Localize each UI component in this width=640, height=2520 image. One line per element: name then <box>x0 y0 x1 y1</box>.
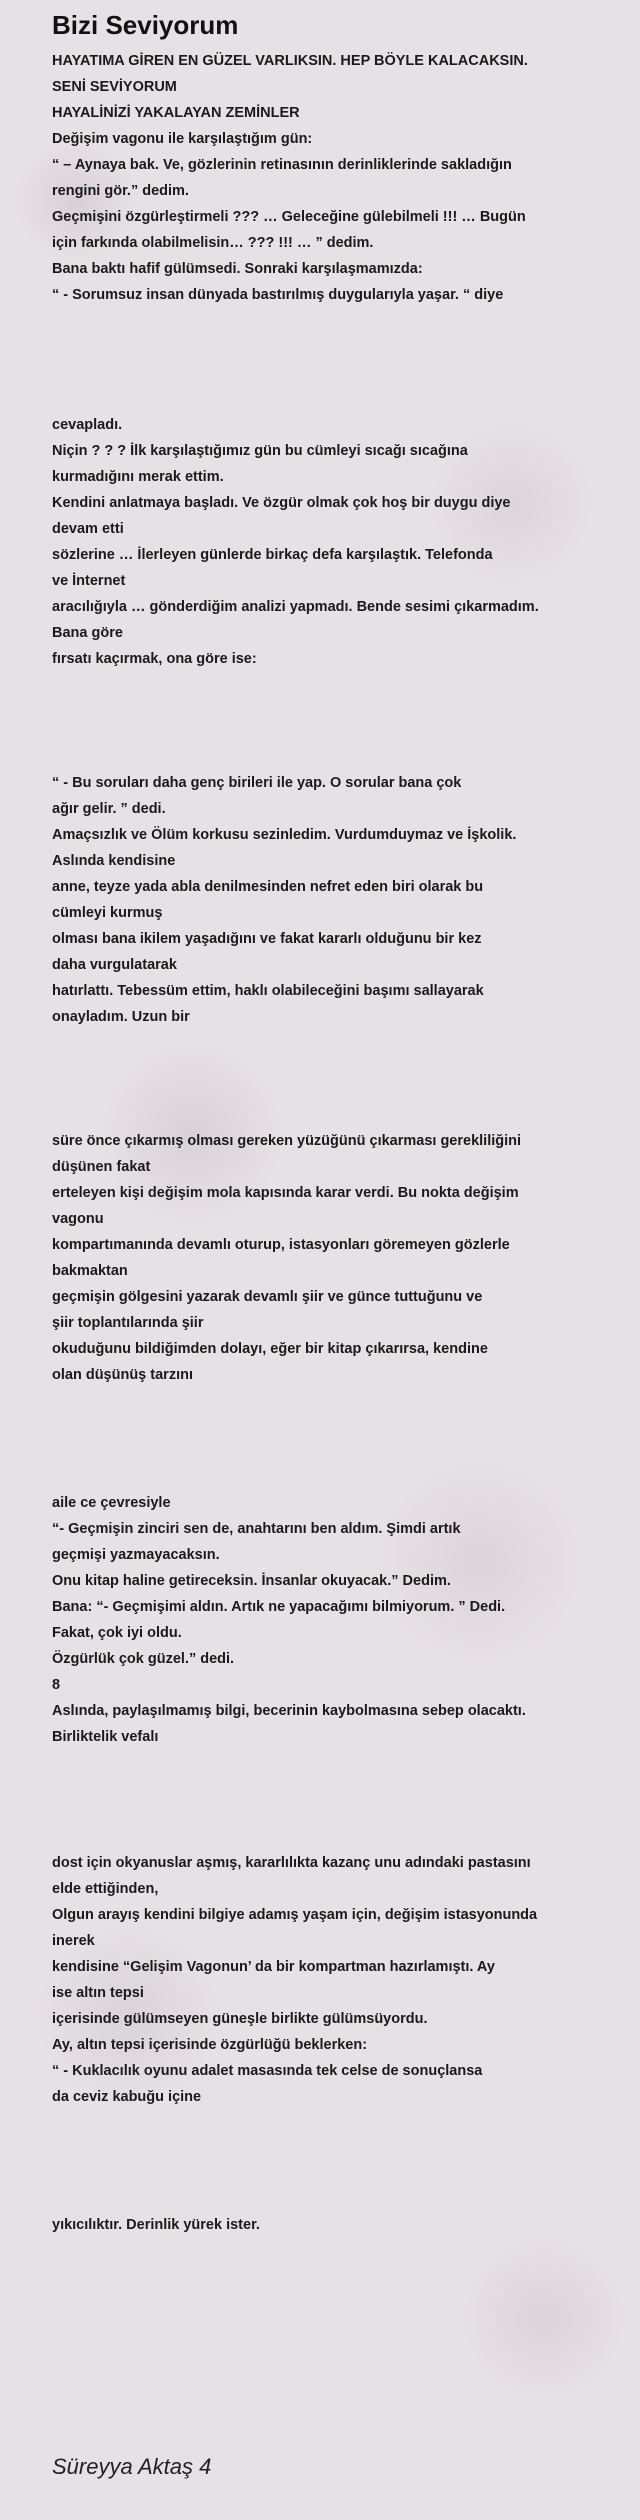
text-line: Bana göre <box>52 625 123 641</box>
text-line: kendisine “Gelişim Vagonun’ da bir kompartman hazırlamıştı. Ay <box>52 1959 495 1975</box>
text-line: sözlerine … İlerleyen günlerde birkaç defa karşılaştık. Telefonda <box>52 547 493 563</box>
text-line: içerisinde gülümseyen güneşle birlikte gülümsüyordu. <box>52 2011 428 2027</box>
text-line: Amaçsızlık ve Ölüm korkusu sezinledim. Vurdumduymaz ve İşkolik. <box>52 827 517 843</box>
text-block-5 <box>52 1490 600 1750</box>
text-block-4 <box>52 1128 600 1388</box>
text-line: Aslında, paylaşılmamış bilgi, becerinin kaybolmasına sebep olacaktı. <box>52 1703 526 1719</box>
text-line: dost için okyanuslar aşmış, kararlılıkta kazanç unu adındaki pastasını <box>52 1855 531 1871</box>
text-line: Ay, altın tepsi içerisinde özgürlüğü beklerken: <box>52 2037 368 2053</box>
text-line: şiir toplantılarında şiir <box>52 1315 204 1331</box>
text-line: rengini gör.” dedim. <box>52 183 189 199</box>
text-line: “- Geçmişin zinciri sen de, anahtarını ben aldım. Şimdi artık <box>52 1521 461 1537</box>
text-line: Kendini anlatmaya başladı. Ve özgür olmak çok hoş bir duygu diye <box>52 495 511 511</box>
text-line: okuduğunu bildiğimden dolayı, eğer bir kitap çıkarırsa, kendine <box>52 1341 488 1357</box>
text-block-3 <box>52 770 600 1030</box>
text-line: Onu kitap haline getireceksin. İnsanlar okuyacak.” Dedim. <box>52 1573 451 1589</box>
text-block-6 <box>52 1850 600 2110</box>
text-line: Aslında kendisine <box>52 853 176 869</box>
text-line: 8 <box>52 1677 61 1693</box>
text-line: Birliktelik vefalı <box>52 1729 159 1745</box>
text-line: ise altın tepsi <box>52 1985 144 2001</box>
text-line: yıkıcılıktır. Derinlik yürek ister. <box>52 2217 260 2233</box>
page-title: Bizi Seviyorum <box>52 10 239 40</box>
text-line: kompartımanında devamlı oturup, istasyonları göremeyen gözlerle <box>52 1237 510 1253</box>
text-line: Niçin ? ? ? İlk karşılaştığımız gün bu cümleyi sıcağı sıcağına <box>52 443 468 459</box>
text-line: “ - Kuklacılık oyunu adalet masasında tek celse de sonuçlansa <box>52 2063 483 2079</box>
text-line: kurmadığını merak ettim. <box>52 469 224 485</box>
text-line: HAYALİNİZİ YAKALAYAN ZEMİNLER <box>52 105 300 121</box>
text-line: cümleyi kurmuş <box>52 905 163 921</box>
text-line: Olgun arayış kendini bilgiye adamış yaşam için, değişim istasyonunda <box>52 1907 538 1923</box>
author-signature: Süreyya Aktaş 4 <box>52 2454 212 2479</box>
text-line: ve İnternet <box>52 573 126 589</box>
text-line: bakmaktan <box>52 1263 128 1279</box>
text-line: daha vurgulatarak <box>52 957 177 973</box>
text-line: hatırlattı. Tebessüm ettim, haklı olabileceğini başımı sallayarak <box>52 983 484 999</box>
text-block-1 <box>52 48 600 308</box>
text-line: erteleyen kişi değişim mola kapısında karar verdi. Bu nokta değişim <box>52 1185 519 1201</box>
text-line: için farkında olabilmelisin… ??? !!! … ” dedim. <box>52 235 374 251</box>
text-line: Değişim vagonu ile karşılaştığım gün: <box>52 131 313 147</box>
text-line: düşünen fakat <box>52 1159 151 1175</box>
text-block-7 <box>52 2212 600 2238</box>
text-line: elde ettiğinden, <box>52 1881 159 1897</box>
text-line: anne, teyze yada abla denilmesinden nefret eden biri olarak bu <box>52 879 484 895</box>
text-line: aile ce çevresiyle <box>52 1495 171 1511</box>
text-line: onayladım. Uzun bir <box>52 1009 190 1025</box>
text-line: Fakat, çok iyi oldu. <box>52 1625 182 1641</box>
text-line: HAYATIMA GİREN EN GÜZEL VARLIKSIN. HEP BÖYLE KALACAKSIN. <box>52 53 528 69</box>
text-line: SENİ SEVİYORUM <box>52 79 177 95</box>
text-line: da ceviz kabuğu içine <box>52 2089 202 2105</box>
text-line: süre önce çıkarmış olması gereken yüzüğünü çıkarması gerekliliğini <box>52 1133 522 1149</box>
text-line: olması bana ikilem yaşadığını ve fakat kararlı olduğunu bir kez <box>52 931 482 947</box>
text-line: geçmişin gölgesini yazarak devamlı şiir ve günce tuttuğunu ve <box>52 1289 483 1305</box>
text-line: ağır gelir. ” dedi. <box>52 801 166 817</box>
text-line: fırsatı kaçırmak, ona göre ise: <box>52 651 257 667</box>
text-line: Bana baktı hafif gülümsedi. Sonraki karşılaşmamızda: <box>52 261 423 277</box>
text-line: Özgürlük çok güzel.” dedi. <box>52 1651 235 1667</box>
text-line: “ - Sorumsuz insan dünyada bastırılmış duygularıyla yaşar. “ diye <box>52 287 504 303</box>
text-line: inerek <box>52 1933 95 1949</box>
text-line: vagonu <box>52 1211 104 1227</box>
text-line: “ – Aynaya bak. Ve, gözlerinin retinasının derinliklerinde sakladığın <box>52 157 512 173</box>
text-line: devam etti <box>52 521 124 537</box>
text-line: Bana: “- Geçmişimi aldın. Artık ne yapacağımı bilmiyorum. ” Dedi. <box>52 1599 506 1615</box>
text-line: Geçmişini özgürleştirmeli ??? … Geleceğine gülebilmeli !!! … Bugün <box>52 209 526 225</box>
text-line: geçmişi yazmayacaksın. <box>52 1547 220 1563</box>
text-line: cevapladı. <box>52 417 123 433</box>
text-line: aracılığıyla … gönderdiğim analizi yapmadı. Bende sesimi çıkarmadım. <box>52 599 539 615</box>
text-block-2 <box>52 412 600 672</box>
text-line: “ - Bu soruları daha genç birileri ile yap. O sorular bana çok <box>52 775 462 791</box>
text-line: olan düşünüş tarzını <box>52 1367 193 1383</box>
